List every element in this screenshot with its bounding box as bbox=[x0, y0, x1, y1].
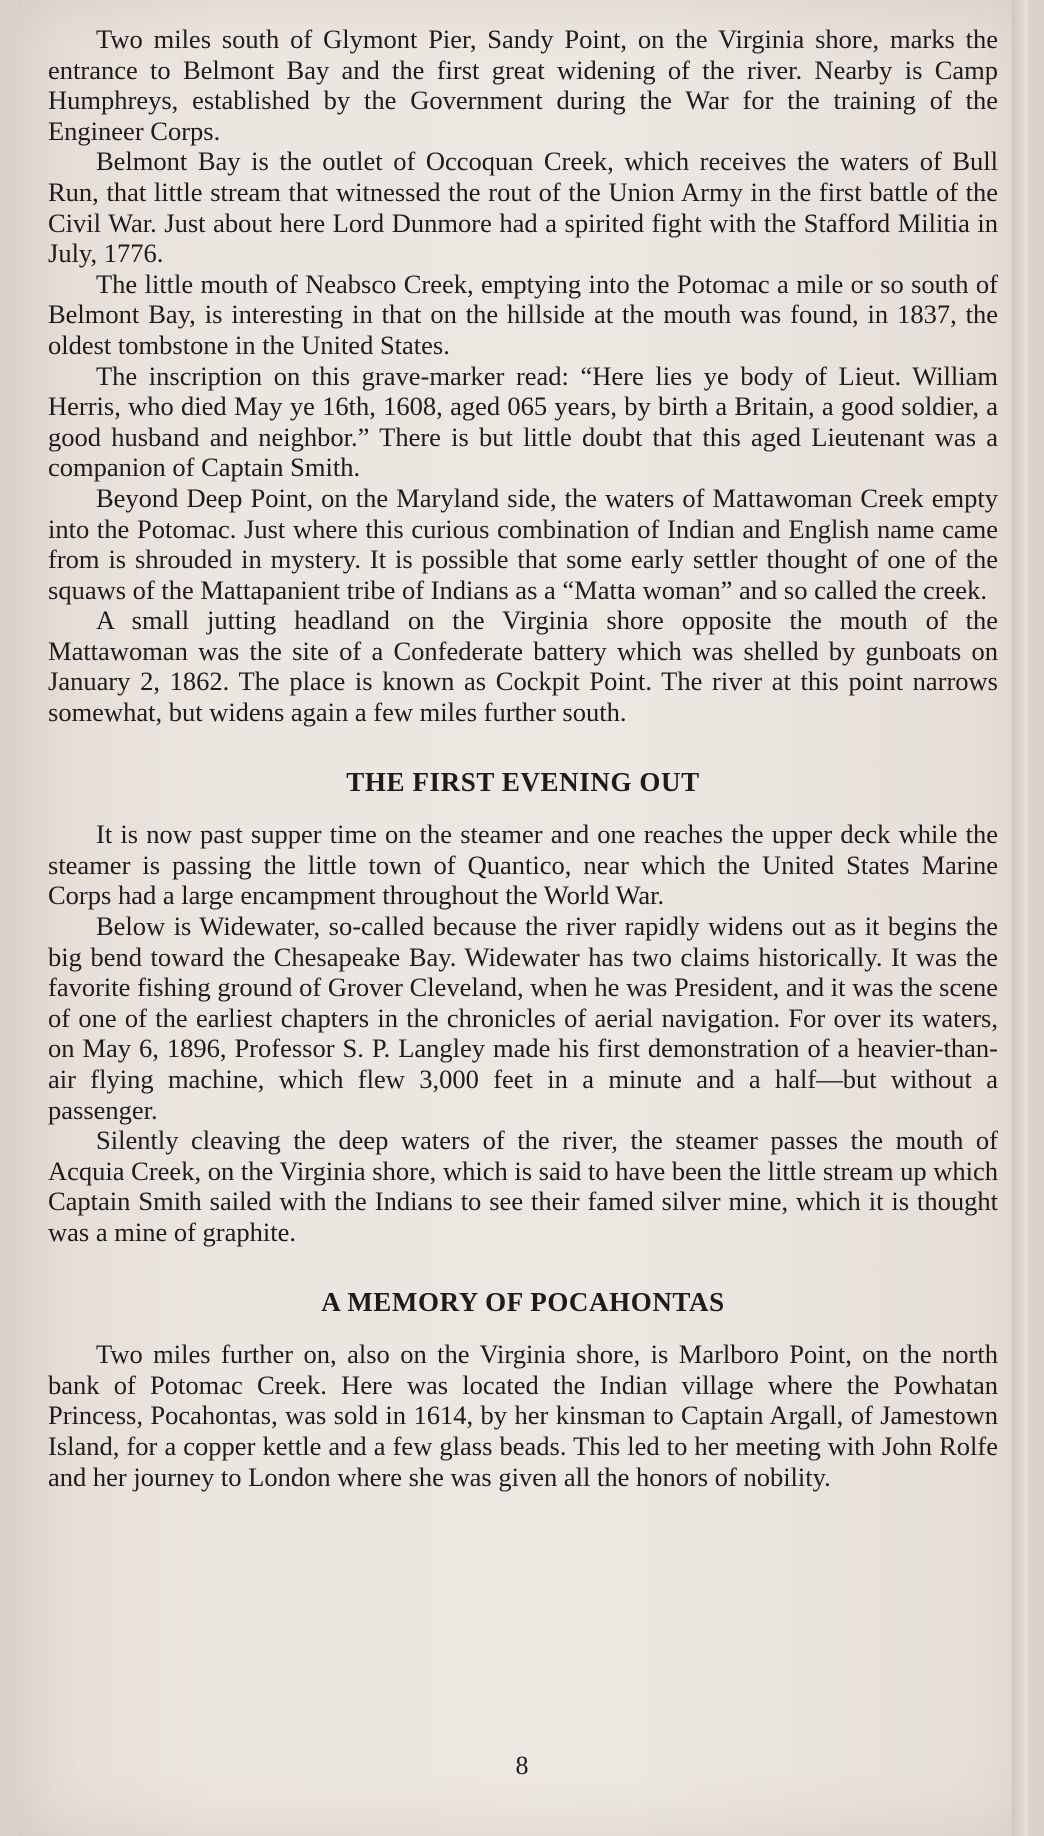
paragraph: Two miles further on, also on the Virginia shore, is Marlboro Point, on the north bank of Potomac Creek. Here was located the Indian village where the Powhatan Princess, Pocahontas, was sold in 1614, by her kinsman to Captain Argall, of Jamestown Island, for a copper kettle and a few glass beads. This led to her meeting with John Rolfe and her journey to London where she was given all the honors of nobility. bbox=[48, 1339, 998, 1492]
paragraph: It is now past supper time on the steamer and one reaches the upper deck while the steamer is passing the little town of Quantico, near which the United States Marine Corps had a large encampment throughout the World War. bbox=[48, 819, 998, 911]
page-text bbox=[48, 24, 998, 1492]
paragraph: The little mouth of Neabsco Creek, emptying into the Potomac a mile or so south of Belmont Bay, is interesting in that on the hillside at the mouth was found, in 1837, the oldest tombstone in the United States. bbox=[48, 268, 998, 360]
paragraph: Below is Widewater, so-called because the river rapidly widens out as it begins the big bend toward the Chesapeake Bay. Widewater has two claims historically. It was the favorite fishing ground of Grover Cleveland, when he was President, and it was the scene of one of the earliest chapters in the chronicles of aerial navigation. For over its waters, on May 6, 1896, Professor S. P. Langley made his first demonstration of a heavier-than-air flying machine, which flew 3,000 feet in a minute and a half—but without a passenger. bbox=[48, 911, 998, 1125]
paragraph: The inscription on this grave-marker read: “Here lies ye body of Lieut. William Herris, who died May ye 16th, 1608, aged 065 years, by birth a Britain, a good soldier, a good husband and neighbor.” There is but little doubt that this aged Lieutenant was a companion of Captain Smith. bbox=[48, 360, 998, 483]
paragraph: A small jutting headland on the Virginia shore opposite the mouth of the Mattawoman was the site of a Confederate battery which was shelled by gunboats on January 2, 1862. The place is known as Cockpit Point. The river at this point narrows somewhat, but widens again a few miles further south. bbox=[48, 605, 998, 728]
section-heading-memory-of-pocahontas: A MEMORY OF POCAHONTAS bbox=[321, 1286, 725, 1317]
paragraph: Silently cleaving the deep waters of the river, the steamer passes the mouth of Acquia Creek, on the Virginia shore, which is said to have been the little stream up which Captain Smith sailed with the Indians to see their famed silver mine, which it is thought was a mine of graphite. bbox=[48, 1125, 998, 1247]
section-heading-first-evening-out: THE FIRST EVENING OUT bbox=[346, 766, 700, 797]
page-number: 8 bbox=[515, 1751, 529, 1780]
paragraph: Beyond Deep Point, on the Maryland side, the waters of Mattawoman Creek empty into the Potomac. Just where this curious combination of Indian and English name came from is shrouded in mystery. It is possible that some early settler thought of one of the squaws of the Mattapanient tribe of Indians as a “Matta woman” and so called the creek. bbox=[48, 482, 998, 605]
page-edge bbox=[1012, 0, 1028, 1836]
paragraph: Two miles south of Glymont Pier, Sandy Point, on the Virginia shore, marks the entrance to Belmont Bay and the first great widening of the river. Nearby is Camp Humphreys, established by the Government during the War for the training of the Engineer Corps. bbox=[48, 24, 998, 146]
paragraph: Belmont Bay is the outlet of Occoquan Creek, which receives the waters of Bull Run, that little stream that witnessed the rout of the Union Army in the first battle of the Civil War. Just about here Lord Dunmore had a spirited fight with the Stafford Militia in July, 1776. bbox=[48, 146, 998, 269]
